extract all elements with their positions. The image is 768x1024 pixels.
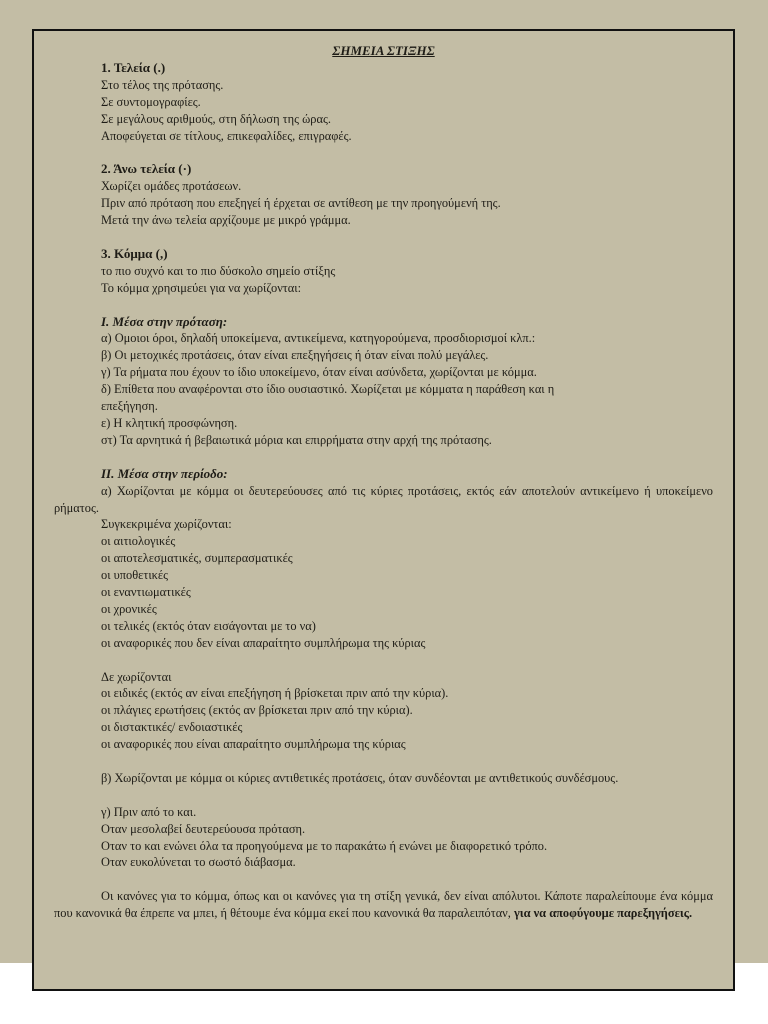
list-item: οι διστακτικές/ ενδοιαστικές <box>101 720 243 735</box>
text-line: Οταν το και ενώνει όλα τα προηγούμενα με το παρακάτω ή ενώνει με διαφορετικό τρόπο. <box>101 838 548 853</box>
list-item: οι τελικές (εκτός όταν εισάγονται με το να) <box>101 618 316 633</box>
list-item: οι αποτελεσματικές, συμπερασματικές <box>101 551 293 566</box>
list-item: δ) Επίθετα που αναφέρονται στο ίδιο ουσιαστικό. Χωρίζεται με κόμματα η παράθεση και η <box>101 382 555 397</box>
text-line: Οταν ευκολύνεται το σωστό διάβασμα. <box>101 855 296 870</box>
subsection-heading-in-sentence: Ι. Μέσα στην πρόταση: <box>101 313 228 329</box>
list-item: β) Οι μετοχικές προτάσεις, όταν είναι επεξηγήσεις ή όταν είναι πολύ μεγάλες. <box>101 348 489 363</box>
text-line: Συγκεκριμένα χωρίζονται: <box>101 517 232 532</box>
paragraph-b: β) Χωρίζονται με κόμμα οι κύριες αντιθετικές προτάσεις, όταν συνδέονται με αντιθετικούς συνδέσμους. <box>101 770 619 785</box>
section-heading-semicolon: 2. Άνω τελεία (·) <box>101 161 192 177</box>
text-line: Χωρίζει ομάδες προτάσεων. <box>101 179 242 194</box>
text-line: Οταν μεσολαβεί δευτερεύουσα πρόταση. <box>101 821 306 836</box>
paragraph-a: α) Χωρίζονται με κόμμα οι δευτερεύουσες από τις κύριες προτάσεις, εκτός εάν αποτελούν αντικείμενο ή υποκείμενο ρήματος. <box>54 483 713 515</box>
text-line: Αποφεύγεται σε τίτλους, επικεφαλίδες, επιγραφές. <box>101 128 352 143</box>
list-item: α) Ομοιοι όροι, δηλαδή υποκείμενα, αντικείμενα, κατηγορούμενα, προσδιορισμοί κλπ.: <box>101 331 536 346</box>
list-item: επεξήγηση. <box>101 399 158 414</box>
text-line: Μετά την άνω τελεία αρχίζουμε με μικρό γράμμα. <box>101 213 351 228</box>
text-line: Το κόμμα χρησιμεύει για να χωρίζονται: <box>101 280 302 295</box>
text-line: γ) Πριν από το και. <box>101 804 197 819</box>
closing-paragraph: Οι κανόνες για το κόμμα, όπως και οι κανόνες για τη στίξη γενικά, δεν είναι απόλυτοι. Κάποτε παραλείπουμε ένα κόμμα που κανονικά θα έπρεπε να μπει, ή θέτουμε ένα κόμμα εκεί που κανονικά θα παραλειπόταν, για να αποφύγουμε παρεξηγήσεις. <box>54 889 713 921</box>
list-item: οι εναντιωματικές <box>101 585 191 600</box>
list-item: οι υποθετικές <box>101 568 169 583</box>
closing-bold-text: για να αποφύγουμε παρεξηγήσεις. <box>514 906 693 921</box>
text-line: Πριν από πρόταση που επεξηγεί ή έρχεται σε αντίθεση με την προηγούμενή της. <box>101 196 501 211</box>
list-item: οι αιτιολογικές <box>101 534 176 549</box>
subsection-heading-in-period: ΙΙ. Μέσα στην περίοδο: <box>101 465 228 481</box>
list-item: ε) Η κλητική προσφώνηση. <box>101 415 238 430</box>
list-item: στ) Τα αρνητικά ή βεβαιωτικά μόρια και επιρρήματα στην αρχή της πρότασης. <box>101 432 492 447</box>
text-line: Σε συντομογραφίες. <box>101 94 201 109</box>
text-line: το πιο συχνό και το πιο δύσκολο σημείο στίξης <box>101 263 336 278</box>
list-item: οι αναφορικές που δεν είναι απαραίτητο συμπλήρωμα της κύριας <box>101 635 426 650</box>
section-heading-comma: 3. Κόμμα (,) <box>101 245 168 261</box>
text-line: Δε χωρίζονται <box>101 669 172 684</box>
list-item: οι πλάγιες ερωτήσεις (εκτός αν βρίσκεται πριν από την κύρια). <box>101 703 413 718</box>
list-item: γ) Τα ρήματα που έχουν το ίδιο υποκείμενο, όταν είναι ασύνδετα, χωρίζονται με κόμμα. <box>101 365 537 380</box>
text-line: Σε μεγάλους αριθμούς, στη δήλωση της ώρας. <box>101 111 331 126</box>
list-item: οι χρονικές <box>101 601 157 616</box>
document-title: ΣΗΜΕΙΑ ΣΤΙΞΗΣ <box>332 43 435 58</box>
list-item: οι αναφορικές που είναι απαραίτητο συμπλήρωμα της κύριας <box>101 737 406 752</box>
document-page <box>32 29 735 991</box>
text-line: Στο τέλος της πρότασης. <box>101 77 224 92</box>
list-item: οι ειδικές (εκτός αν είναι επεξήγηση ή βρίσκεται πριν από την κύρια). <box>101 686 449 701</box>
section-heading-period: 1. Τελεία (.) <box>101 60 166 75</box>
